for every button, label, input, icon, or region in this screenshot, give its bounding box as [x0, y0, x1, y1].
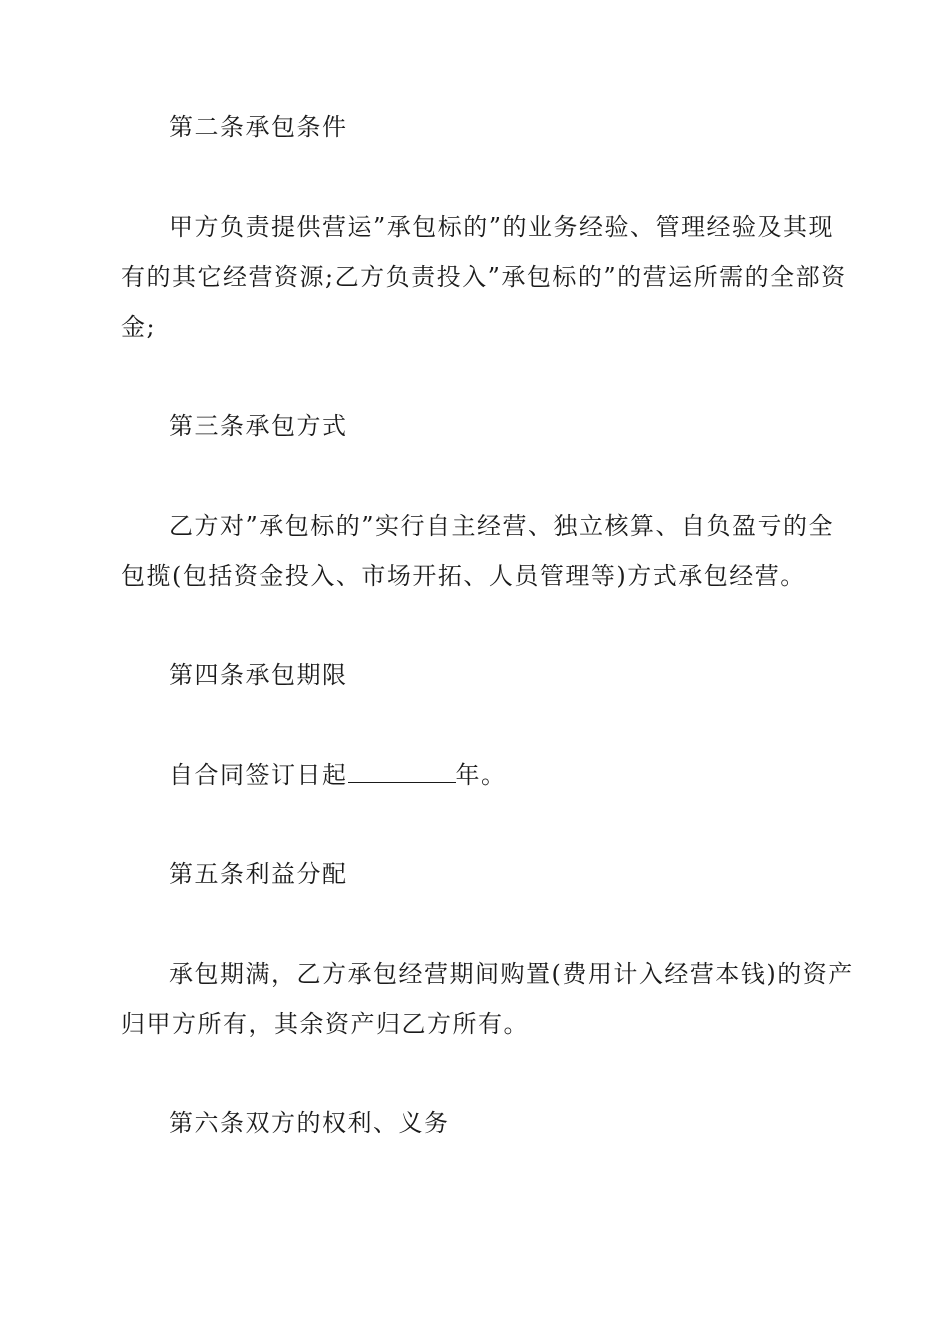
article-3-heading: 第三条承包方式	[169, 412, 348, 440]
article-4-text-suffix: 年。	[455, 761, 507, 789]
article-3-paragraph-line-1: 乙方对”承包标的”实行自主经营、独立核算、自负盈亏的全	[169, 512, 835, 540]
article-2-paragraph-line-1: 甲方负责提供营运”承包标的”的业务经验、管理经验及其现	[169, 213, 835, 241]
article-4-text-prefix: 自合同签订日起	[169, 761, 348, 789]
article-4-heading: 第四条承包期限	[169, 661, 348, 689]
article-2-paragraph-line-3: 金;	[121, 313, 157, 341]
article-2-paragraph-line-2: 有的其它经营资源;乙方负责投入”承包标的”的营运所需的全部资	[121, 263, 847, 291]
article-2-heading: 第二条承包条件	[169, 113, 348, 141]
article-5-heading: 第五条利益分配	[169, 860, 348, 888]
term-years-blank	[348, 762, 456, 783]
article-5-paragraph-line-1: 承包期满，乙方承包经营期间购置(费用计入经营本钱)的资产	[169, 960, 854, 988]
article-3-paragraph-line-2: 包揽(包括资金投入、市场开拓、人员管理等)方式承包经营。	[121, 562, 806, 590]
article-6-heading: 第六条双方的权利、义务	[169, 1109, 450, 1137]
article-5-paragraph-line-2: 归甲方所有，其余资产归乙方所有。	[121, 1010, 529, 1038]
article-4-paragraph	[169, 760, 507, 790]
